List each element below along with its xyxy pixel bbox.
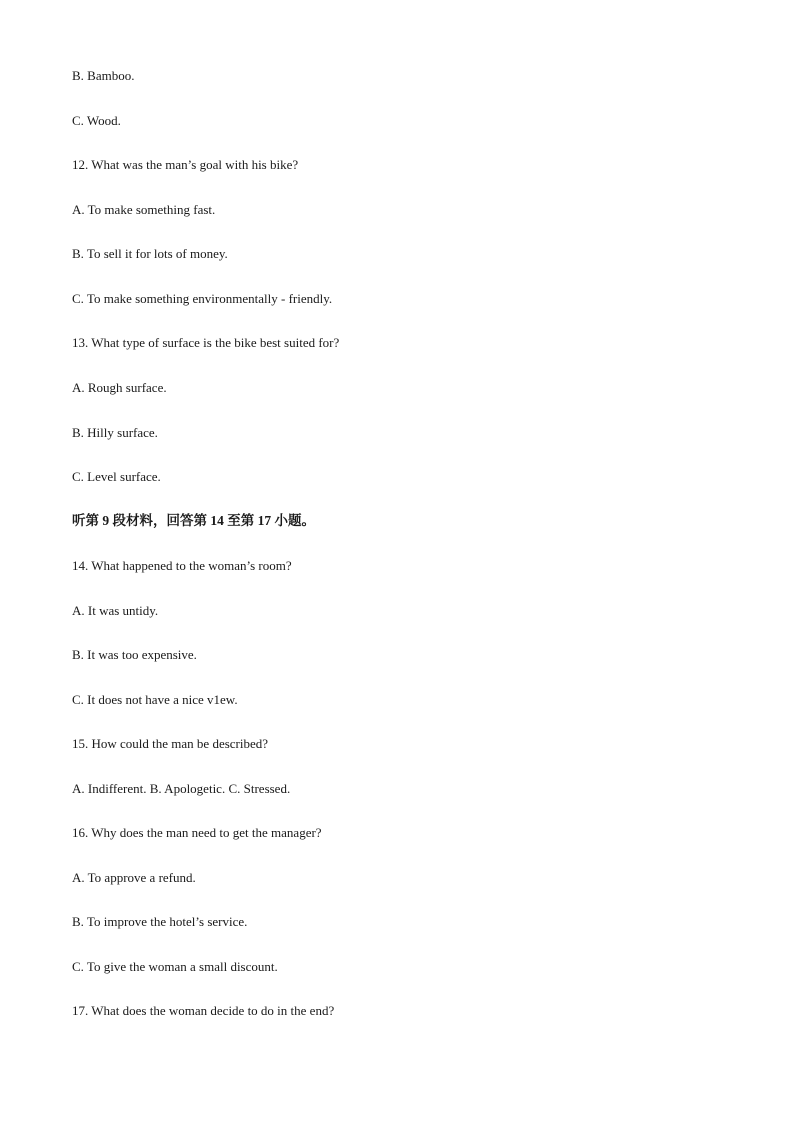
option-14c: C. It does not have a nice v1ew. — [72, 692, 238, 707]
question-16: 16. Why does the man need to get the manager? — [72, 825, 322, 840]
option-13c: C. Level surface. — [72, 469, 161, 484]
question-12: 12. What was the man’s goal with his bike? — [72, 157, 299, 172]
question-13: 13. What type of surface is the bike best suited for? — [72, 335, 340, 350]
option-14a: A. It was untidy. — [72, 603, 159, 618]
option-12b: B. To sell it for lots of money. — [72, 246, 228, 261]
option-11b: B. Bamboo. — [72, 68, 135, 83]
question-14: 14. What happened to the woman’s room? — [72, 558, 292, 573]
question-15: 15. How could the man be described? — [72, 736, 269, 751]
option-16b: B. To improve the hotel’s service. — [72, 914, 248, 929]
question-17: 17. What does the woman decide to do in the end? — [72, 1003, 335, 1018]
option-11c: C. Wood. — [72, 113, 121, 128]
option-12a: A. To make something fast. — [72, 202, 216, 217]
option-13a: A. Rough surface. — [72, 380, 167, 395]
option-13b: B. Hilly surface. — [72, 425, 158, 440]
section-heading-passage-9: 听第 9 段材料，回答第 14 至第 17 小题。 — [72, 513, 315, 528]
option-16a: A. To approve a refund. — [72, 870, 196, 885]
option-12c: C. To make something environmentally - friendly. — [72, 291, 333, 306]
options-15: A. Indifferent. B. Apologetic. C. Stressed. — [72, 781, 291, 796]
option-16c: C. To give the woman a small discount. — [72, 959, 278, 974]
option-14b: B. It was too expensive. — [72, 647, 197, 662]
